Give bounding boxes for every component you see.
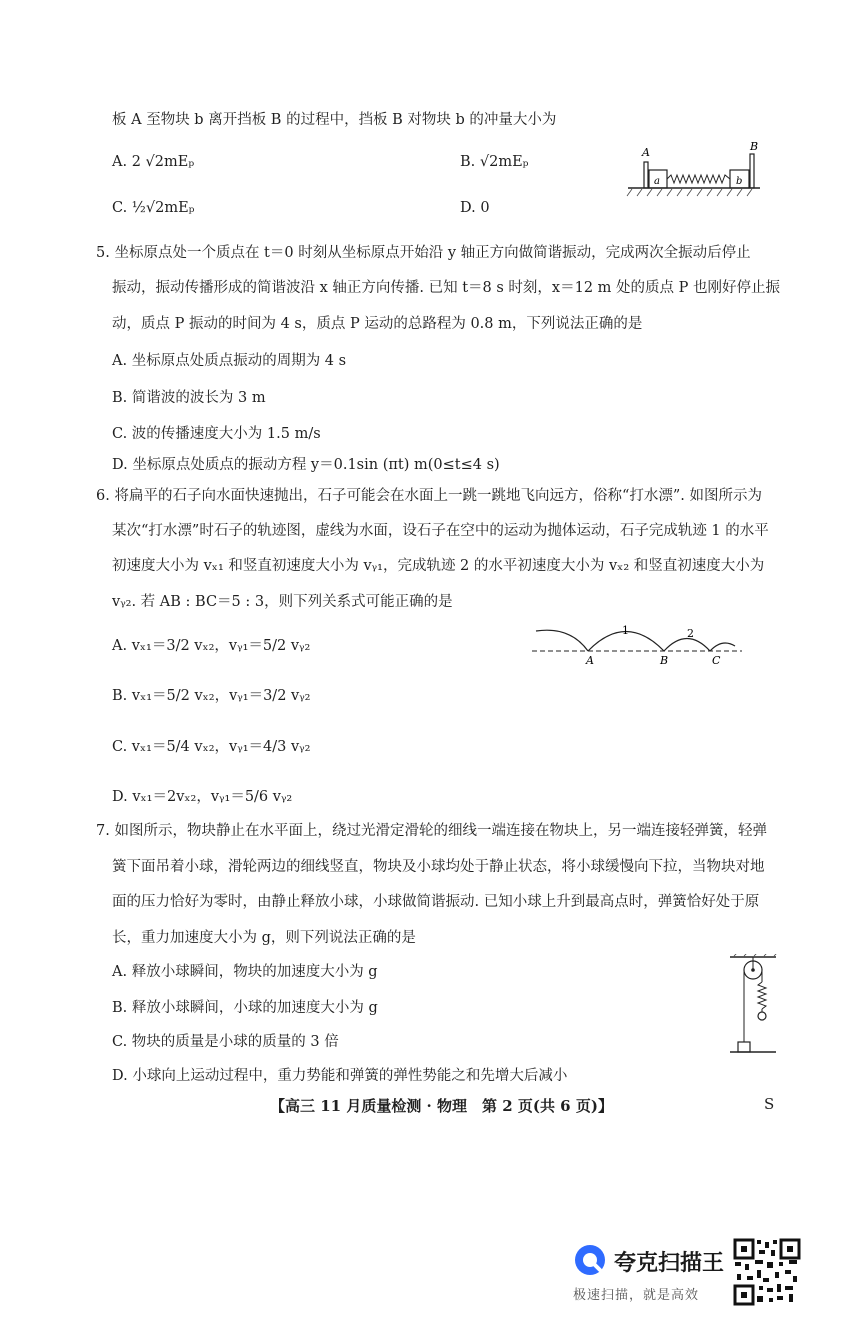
qr-code-icon: [733, 1238, 801, 1306]
label-a-baffle: A: [642, 146, 650, 159]
q7-option-a: A. 释放小球瞬间，物块的加速度大小为 g: [112, 964, 378, 980]
trajectory-2: [664, 639, 710, 652]
q5-option-a: A. 坐标原点处质点振动的周期为 4 s: [112, 353, 347, 369]
q7-option-b: B. 释放小球瞬间，小球的加速度大小为 g: [112, 1000, 378, 1016]
q6-option-d: D. vₓ₁＝2vₓ₂，vᵧ₁＝5/6 vᵧ₂: [112, 789, 293, 805]
q4-option-b: B. √2mEₚ: [460, 154, 529, 170]
q7-line-4: 长，重力加速度大小为 g，则下列说法正确的是: [112, 930, 416, 946]
q7-line-1: 7. 如图所示，物块静止在水平面上，绕过光滑定滑轮的细线一端连接在物块上，另一端连接轻弹簧，轻弹: [96, 823, 767, 839]
label-block-b: b: [736, 176, 743, 187]
label-point-a: A: [586, 654, 594, 667]
q6-option-a: A. vₓ₁＝3/2 vₓ₂，vᵧ₁＝5/2 vᵧ₂: [112, 638, 311, 654]
q5-line-3: 动，质点 P 振动的时间为 4 s，质点 P 运动的总路程为 0.8 m，下列说法正确的是: [112, 316, 643, 332]
spring: [667, 175, 730, 183]
q7-pulley-figure: [728, 954, 778, 1054]
q6-option-b: B. vₓ₁＝5/2 vₓ₂，vᵧ₁＝3/2 vᵧ₂: [112, 688, 311, 704]
q6-option-c: C. vₓ₁＝5/4 vₓ₂，vᵧ₁＝4/3 vᵧ₂: [112, 739, 311, 755]
q7-option-c: C. 物块的质量是小球的质量的 3 倍: [112, 1034, 339, 1050]
label-trajectory-2: 2: [687, 627, 694, 640]
label-b-baffle: B: [750, 140, 759, 153]
watermark-brand: 夸克扫描王: [614, 1251, 725, 1276]
block: [738, 1042, 750, 1052]
q4-text: 板 A 至物块 b 离开挡板 B 的过程中，挡板 B 对物块 b 的冲量大小为: [112, 112, 557, 128]
q4-option-d: D. 0: [460, 200, 490, 216]
footer-mark: S: [764, 1095, 775, 1113]
q6-trajectory-figure: [530, 620, 745, 670]
label-trajectory-1: 1: [622, 624, 629, 637]
q5-option-d: D. 坐标原点处质点的振动方程 y＝0.1sin (πt) m(0≤t≤4 s): [112, 457, 500, 473]
q4-spring-figure: [624, 140, 764, 198]
q4-option-c: C. ½√2mEₚ: [112, 200, 195, 216]
q6-line-2: 某次“打水漂”时石子的轨迹图，虚线为水面，设石子在空中的运动为抛体运动，石子完成轨迹 1 的水平: [112, 523, 769, 539]
q7-line-2: 簧下面吊着小球，滑轮两边的细线竖直，物块及小球均处于静止状态，将小球缓慢向下拉，当物块对地: [112, 859, 765, 875]
q6-line-3: 初速度大小为 vₓ₁ 和竖直初速度大小为 vᵧ₁，完成轨迹 2 的水平初速度大小为 vₓ₂ 和竖直初速度大小为: [112, 558, 765, 574]
q6-line-1: 6. 将扁平的石子向水面快速抛出，石子可能会在水面上一跳一跳地飞向远方，俗称“打水漂”. 如图所示为: [96, 488, 762, 504]
q5-line-1: 5. 坐标原点处一个质点在 t＝0 时刻从坐标原点开始沿 y 轴正方向做简谐振动，完成两次全振动后停止: [96, 245, 751, 261]
label-point-b: B: [660, 654, 669, 667]
spring: [758, 982, 766, 1009]
label-block-a: a: [654, 176, 660, 187]
ball: [758, 1012, 766, 1020]
q4-option-a: A. 2 √2mEₚ: [112, 154, 195, 170]
baffle-b: [750, 154, 754, 188]
q7-line-3: 面的压力恰好为零时，由静止释放小球，小球做简谐振动. 已知小球上升到最高点时，弹簧恰好处于原: [112, 894, 760, 910]
q5-line-2: 振动，振动传播形成的简谐波沿 x 轴正方向传播. 已知 t＝8 s 时刻，x＝12 m 处的质点 P 也刚好停止振: [112, 280, 781, 296]
q7-option-d: D. 小球向上运动过程中，重力势能和弹簧的弹性势能之和先增大后减小: [112, 1068, 568, 1084]
baffle-a: [644, 162, 648, 188]
quark-logo-icon: [573, 1243, 607, 1277]
q6-line-4: vᵧ₂. 若 AB : BC＝5 : 3，则下列关系式可能正确的是: [112, 594, 453, 610]
q5-option-b: B. 简谐波的波长为 3 m: [112, 390, 266, 406]
page-footer: 【高三 11 月质量检测 · 物理 第 2 页(共 6 页)】: [270, 1097, 613, 1115]
label-point-c: C: [712, 654, 721, 667]
watermark-slogan: 极速扫描，就是高效: [573, 1288, 700, 1303]
q5-option-c: C. 波的传播速度大小为 1.5 m/s: [112, 426, 321, 442]
